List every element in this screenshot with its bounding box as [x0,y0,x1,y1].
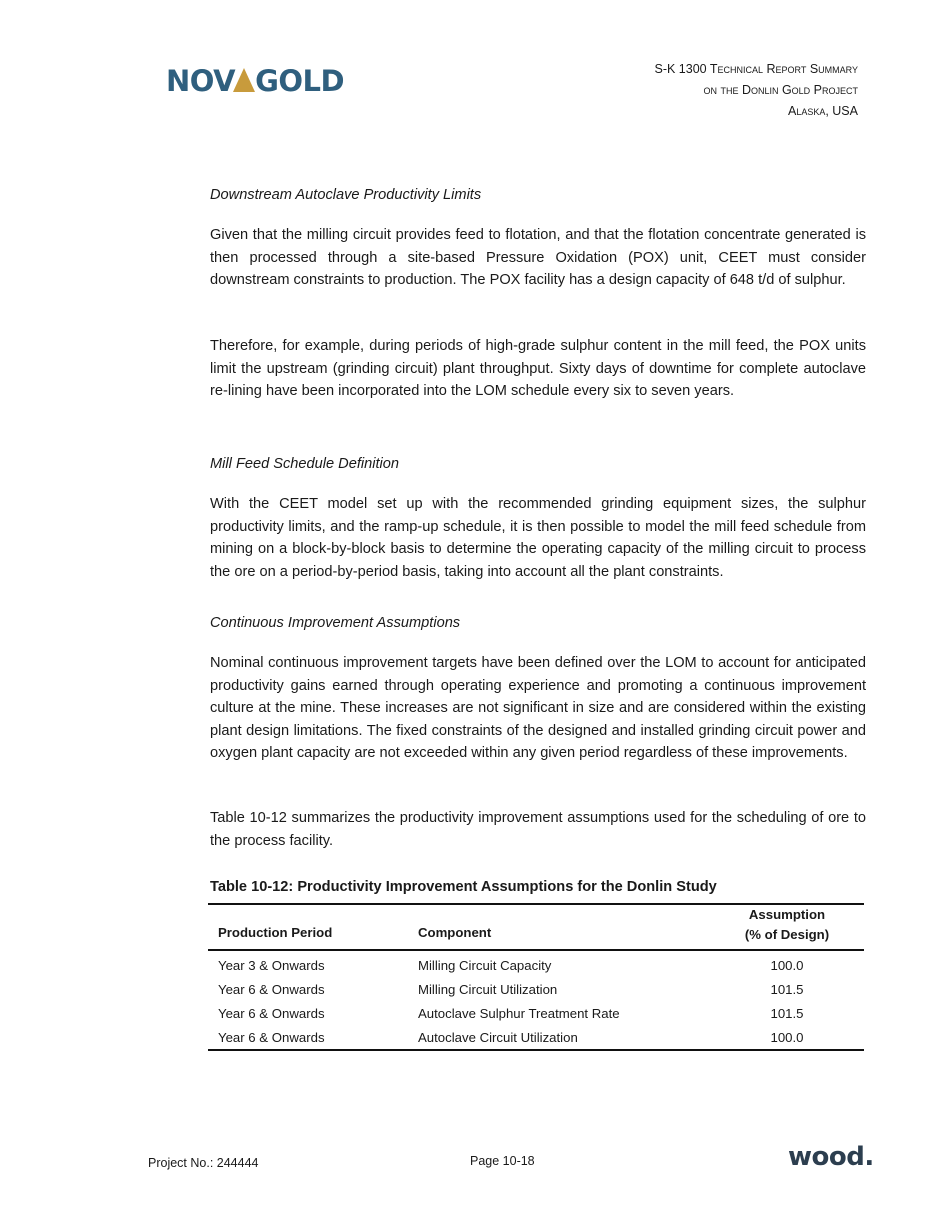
table-row [208,975,864,999]
paragraph-autoclave-1: Given that the milling circuit provides feed to flotation, and that the flotation concentrate generated is then processed through a site-based Pressure Oxidation (POX) unit, CEET must consider downstream constraints to production. The POX facility has a design capacity of 648 t/d of sulphur. [210,227,866,289]
row-value: 101.5 [770,1006,804,1021]
header-assumption-line1: Assumption [748,907,826,922]
wood-logo: wood. [788,1142,874,1172]
table-title: Table 10-12: Productivity Improvement Assumptions for the Donlin Study [210,879,717,895]
page-number: Page 10-18 [470,1154,535,1168]
section-heading-continuous-improvement: Continuous Improvement Assumptions [210,615,461,631]
row-component: Milling Circuit Capacity [418,958,552,973]
productivity-table [208,903,864,1051]
logo-text-after: GOLD [255,64,345,98]
section-heading-mill-feed: Mill Feed Schedule Definition [210,456,400,472]
row-period: Year 3 & Onwards [218,958,325,973]
header-assumption [723,905,851,945]
header-assumption-line2: (% of Design) [744,927,830,942]
table-row [208,1023,864,1047]
row-period: Year 6 & Onwards [218,982,325,997]
novagold-logo [166,64,344,98]
row-component: Autoclave Sulphur Treatment Rate [418,1006,620,1021]
logo-triangle-icon [235,69,255,93]
table-header-row [208,905,864,949]
logo-text-before: NOV [166,64,236,98]
row-period: Year 6 & Onwards [218,1030,325,1045]
table-row [208,951,864,975]
row-period: Year 6 & Onwards [218,1006,325,1021]
header-title-line3: Alaska, USA [787,104,858,118]
paragraph-mill-feed: With the CEET model set up with the recommended grinding equipment sizes, the sulphur productivity limits, and the ramp-up schedule, it is then possible to model the mill feed schedule from mining on a block-by-block basis to determine the operating capacity of the milling circuit to process the ore on a period-by-period basis, taking into account all the plant constraints. [210,496,866,580]
row-component: Milling Circuit Utilization [418,982,558,997]
table-row [208,999,864,1023]
header-component: Component [418,925,492,941]
row-value: 101.5 [770,982,804,997]
paragraph-autoclave-2: Therefore, for example, during periods of high-grade sulphur content in the mill feed, the POX units limit the upstream (grinding circuit) plant throughput. Sixty days of downtime for complete autoclave re-lining have been incorporated into the LOM schedule every six to seven years. [210,338,866,400]
row-value: 100.0 [770,1030,804,1045]
row-component: Autoclave Circuit Utilization [418,1030,578,1045]
section-heading-autoclave: Downstream Autoclave Productivity Limits [210,187,482,203]
header-title-line1: S-K 1300 Technical Report Summary [654,62,858,76]
report-header [655,59,859,122]
header-production-period: Production Period [218,925,333,941]
project-number: Project No.: 244444 [148,1156,259,1170]
paragraph-continuous-improvement-2: Table 10-12 summarizes the productivity improvement assumptions used for the scheduling of ore to the process facility. [210,810,866,849]
paragraph-continuous-improvement-1: Nominal continuous improvement targets have been defined over the LOM to account for anticipated productivity gains earned through operating experience and promoting a continuous improvement culture at the mine. These increases are not significant in size and are considered within the existing plant design limitations. The fixed constraints of the designed and installed grinding circuit power and oxygen plant capacity are not exceeded within any given period regardless of these improvements. [210,655,866,762]
header-title-line2: on the Donlin Gold Project [703,83,858,97]
row-value: 100.0 [770,958,804,973]
